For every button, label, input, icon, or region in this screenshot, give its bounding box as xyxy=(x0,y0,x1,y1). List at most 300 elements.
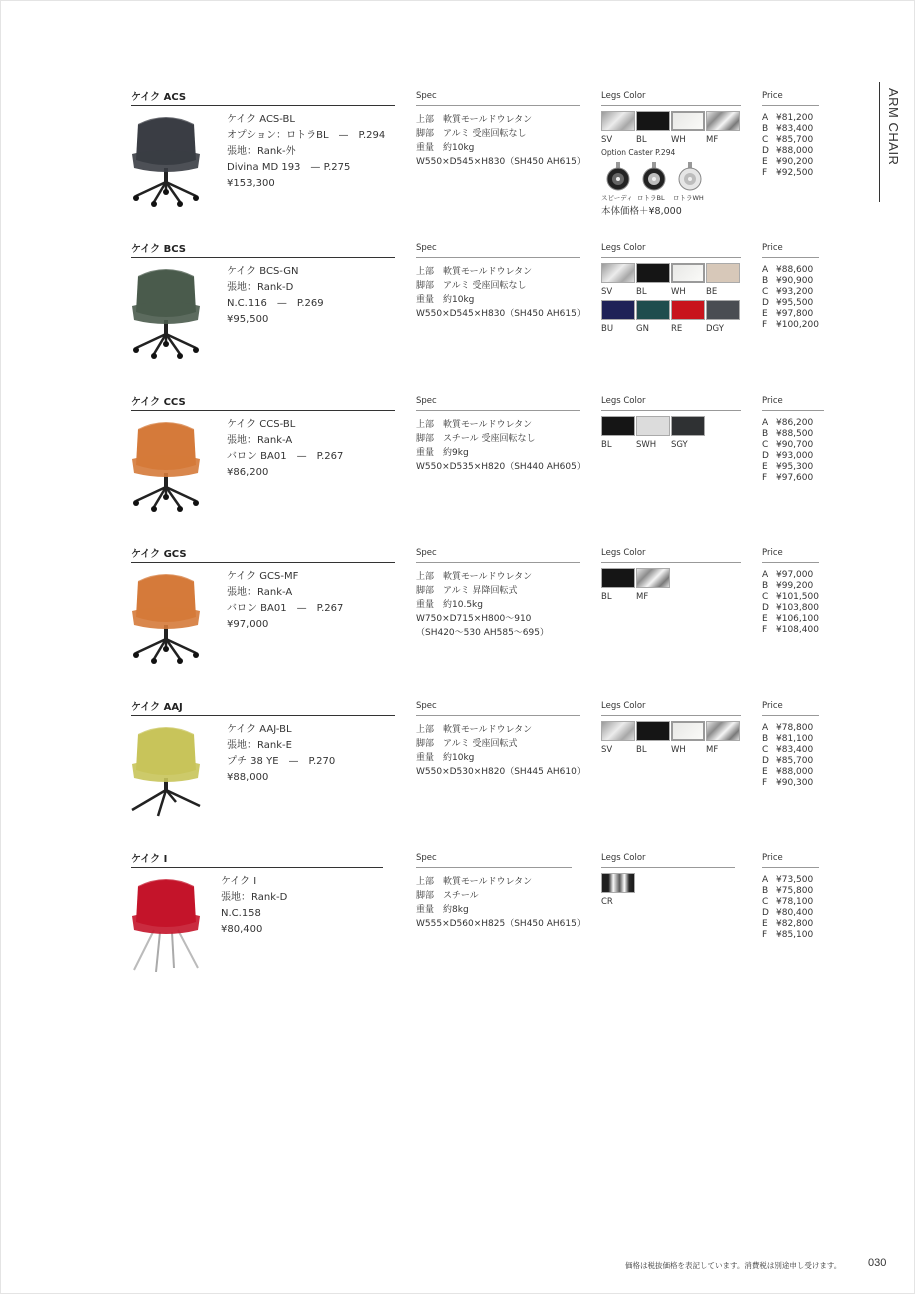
price-grade: B xyxy=(762,124,769,134)
color-swatch[interactable] xyxy=(601,300,635,320)
price-grade: B xyxy=(762,581,769,591)
description-line: ¥97,000 xyxy=(227,619,269,630)
swatch-label: CR xyxy=(601,897,613,907)
chair-image xyxy=(124,720,208,820)
caster-rotora-bl-image xyxy=(637,161,671,191)
chair-image xyxy=(124,567,208,667)
swatch-label: RE xyxy=(671,324,683,334)
spec-divider xyxy=(416,257,580,258)
price-value: ¥82,800 xyxy=(776,919,814,929)
spec-divider xyxy=(416,410,580,411)
legs-color-divider xyxy=(601,562,741,563)
price-grade: F xyxy=(762,930,768,940)
product-section xyxy=(0,393,915,543)
option-caster-title: Option Caster P.294 xyxy=(601,148,676,157)
price-list xyxy=(762,113,813,179)
description-line: N.C.116 — P.269 xyxy=(227,298,324,309)
price-heading: Price xyxy=(762,243,783,253)
description-line: ¥153,300 xyxy=(227,178,275,189)
price-row xyxy=(762,614,819,625)
price-row xyxy=(762,113,813,124)
price-value: ¥93,200 xyxy=(776,287,814,297)
spec-line: 脚部 アルミ 受座回転なし xyxy=(416,281,527,291)
spec-list xyxy=(416,113,586,169)
spec-line: W550×D545×H830（SH450 AH615） xyxy=(416,157,586,167)
spec-line: 重量 約10kg xyxy=(416,143,475,153)
color-swatch[interactable] xyxy=(671,111,705,131)
price-grade: B xyxy=(762,429,769,439)
price-grade: C xyxy=(762,592,769,602)
color-swatch[interactable] xyxy=(706,263,740,283)
price-value: ¥101,500 xyxy=(776,592,819,602)
price-grade: D xyxy=(762,451,769,461)
caster-images xyxy=(601,161,746,191)
price-grade: D xyxy=(762,908,769,918)
color-swatch[interactable] xyxy=(706,111,740,131)
color-swatch[interactable] xyxy=(671,300,705,320)
swatch-label: WH xyxy=(671,745,686,755)
color-swatch[interactable] xyxy=(671,416,705,436)
spec-heading: Spec xyxy=(416,853,437,863)
swatch-label: MF xyxy=(706,135,719,145)
swatch-label: GN xyxy=(636,324,649,334)
description-line: バロン BA01 — P.267 xyxy=(227,451,344,462)
price-grade: E xyxy=(762,462,768,472)
price-grade: C xyxy=(762,287,769,297)
color-swatch[interactable] xyxy=(601,263,635,283)
description-line: プチ 38 YE — P.270 xyxy=(227,756,336,767)
swatch-label: BL xyxy=(601,440,612,450)
price-row xyxy=(762,473,813,484)
color-swatch[interactable] xyxy=(601,873,635,893)
color-swatch[interactable] xyxy=(671,721,705,741)
color-swatch[interactable] xyxy=(706,721,740,741)
product-title: ケイク Ⅰ xyxy=(131,854,168,865)
price-value: ¥85,700 xyxy=(776,135,814,145)
description-line: ¥80,400 xyxy=(221,924,263,935)
caster-label: ロトラBL xyxy=(637,194,665,202)
description-line: 張地：Rank-E xyxy=(227,740,292,751)
spec-line: 脚部 スチール xyxy=(416,891,479,901)
spec-line: W550×D530×H820（SH445 AH610） xyxy=(416,767,586,777)
swatch-label: BL xyxy=(636,135,647,145)
swatch-row xyxy=(601,873,746,893)
price-grade: F xyxy=(762,778,768,788)
price-value: ¥85,100 xyxy=(776,930,814,940)
spec-line: W750×D715×H800〜910 xyxy=(416,614,532,624)
section-label: ARM CHAIR xyxy=(886,88,901,166)
color-swatch[interactable] xyxy=(601,721,635,741)
price-value: ¥90,300 xyxy=(776,778,814,788)
price-grade: D xyxy=(762,603,769,613)
spec-line: W550×D535×H820（SH440 AH605） xyxy=(416,462,586,472)
swatch-row xyxy=(601,721,746,741)
color-swatch[interactable] xyxy=(671,263,705,283)
price-grade: E xyxy=(762,309,768,319)
spec-divider xyxy=(416,715,580,716)
spec-heading: Spec xyxy=(416,396,437,406)
price-grade: A xyxy=(762,113,769,123)
legs-color-heading: Legs Color xyxy=(601,853,646,863)
price-divider xyxy=(762,715,819,716)
price-grade: C xyxy=(762,897,769,907)
swatch-label: WH xyxy=(671,135,686,145)
caster-label: スピーディ xyxy=(601,194,633,202)
color-swatch[interactable] xyxy=(636,263,670,283)
chair-image xyxy=(124,262,208,362)
price-row xyxy=(762,734,813,745)
price-value: ¥97,800 xyxy=(776,309,814,319)
spec-line: 重量 約10.5kg xyxy=(416,600,483,610)
spec-line: 脚部 アルミ 受座回転式 xyxy=(416,739,518,749)
price-row xyxy=(762,581,819,592)
price-grade: F xyxy=(762,473,768,483)
price-value: ¥85,700 xyxy=(776,756,814,766)
price-grade: A xyxy=(762,418,769,428)
price-value: ¥86,200 xyxy=(776,418,814,428)
spec-line: 脚部 スチール 受座回転なし xyxy=(416,434,536,444)
spec-line: 重量 約10kg xyxy=(416,295,475,305)
legs-color-divider xyxy=(601,867,735,868)
price-heading: Price xyxy=(762,853,783,863)
spec-line: 上部 軟質モールドウレタン xyxy=(416,115,533,125)
description-line: ケイク AAJ-BL xyxy=(227,724,292,735)
legs-color-heading: Legs Color xyxy=(601,91,646,101)
price-row xyxy=(762,146,813,157)
price-row xyxy=(762,723,813,734)
price-grade: C xyxy=(762,745,769,755)
color-swatch[interactable] xyxy=(601,111,635,131)
swatch-label-row xyxy=(601,135,746,145)
swatch-label: MF xyxy=(706,745,719,755)
chair-image xyxy=(124,415,208,515)
price-row xyxy=(762,603,819,614)
spec-line: 脚部 アルミ 受座回転なし xyxy=(416,129,527,139)
price-value: ¥88,000 xyxy=(776,767,814,777)
price-grade: D xyxy=(762,756,769,766)
color-swatch[interactable] xyxy=(636,568,670,588)
price-row xyxy=(762,135,813,146)
description-line: ケイク ACS-BL xyxy=(227,114,295,125)
description-line: 張地：Rank-A xyxy=(227,587,293,598)
price-list xyxy=(762,418,813,484)
legs-color-swatches xyxy=(601,111,746,217)
product-title: ケイク GCS xyxy=(131,549,187,560)
description-line: 張地：Rank-D xyxy=(227,282,294,293)
spec-divider xyxy=(416,867,572,868)
price-grade: B xyxy=(762,734,769,744)
legs-color-heading: Legs Color xyxy=(601,701,646,711)
price-grade: A xyxy=(762,570,769,580)
product-title: ケイク ACS xyxy=(131,92,187,103)
swatch-label: BE xyxy=(706,287,718,297)
price-grade: E xyxy=(762,614,768,624)
spec-heading: Spec xyxy=(416,243,437,253)
price-row xyxy=(762,124,813,135)
swatch-label: SWH xyxy=(636,440,657,450)
swatch-row xyxy=(601,416,746,436)
description-line: 張地：Rank-A xyxy=(227,435,293,446)
price-heading: Price xyxy=(762,396,783,406)
product-title: ケイク AAJ xyxy=(131,702,183,713)
title-divider xyxy=(131,562,395,563)
price-list xyxy=(762,265,819,331)
price-grade: A xyxy=(762,265,769,275)
price-value: ¥90,700 xyxy=(776,440,814,450)
title-divider xyxy=(131,715,395,716)
price-row xyxy=(762,908,813,919)
spec-heading: Spec xyxy=(416,701,437,711)
spec-line: 重量 約8kg xyxy=(416,905,469,915)
price-value: ¥100,200 xyxy=(776,320,819,330)
price-value: ¥81,200 xyxy=(776,113,814,123)
price-list xyxy=(762,875,813,941)
color-swatch[interactable] xyxy=(636,416,670,436)
color-swatch[interactable] xyxy=(601,568,635,588)
price-grade: F xyxy=(762,320,768,330)
description-line: 張地：Rank-外 xyxy=(227,146,296,157)
price-grade: B xyxy=(762,276,769,286)
price-list xyxy=(762,570,819,636)
price-value: ¥88,500 xyxy=(776,429,814,439)
color-swatch[interactable] xyxy=(601,416,635,436)
caster-rotora-wh-image xyxy=(673,161,707,191)
price-value: ¥78,100 xyxy=(776,897,814,907)
price-divider xyxy=(762,410,824,411)
legs-color-divider xyxy=(601,105,741,106)
spec-line: （SH420〜530 AH585〜695） xyxy=(416,628,549,638)
price-row xyxy=(762,287,819,298)
price-row xyxy=(762,320,819,331)
price-divider xyxy=(762,867,819,868)
title-divider xyxy=(131,867,383,868)
price-row xyxy=(762,298,819,309)
product-description xyxy=(227,569,343,633)
price-grade: D xyxy=(762,146,769,156)
spec-list xyxy=(416,875,586,931)
product-description xyxy=(227,722,335,786)
spec-line: 重量 約10kg xyxy=(416,753,475,763)
color-swatch[interactable] xyxy=(636,111,670,131)
price-grade: E xyxy=(762,919,768,929)
swatch-row xyxy=(601,111,746,131)
price-value: ¥83,400 xyxy=(776,745,814,755)
price-grade: C xyxy=(762,135,769,145)
legs-color-swatches xyxy=(601,568,746,605)
price-value: ¥80,400 xyxy=(776,908,814,918)
price-heading: Price xyxy=(762,548,783,558)
product-section xyxy=(0,698,915,848)
price-grade: B xyxy=(762,886,769,896)
product-description xyxy=(221,874,287,938)
legs-color-heading: Legs Color xyxy=(601,396,646,406)
swatch-row xyxy=(601,263,746,283)
price-value: ¥90,900 xyxy=(776,276,814,286)
price-value: ¥95,500 xyxy=(776,298,814,308)
spec-line: 上部 軟質モールドウレタン xyxy=(416,725,533,735)
swatch-label: DGY xyxy=(706,324,724,334)
product-description xyxy=(227,417,343,481)
spec-list xyxy=(416,723,586,779)
spec-line: 上部 軟質モールドウレタン xyxy=(416,572,533,582)
caster-label: ロトラWH xyxy=(673,194,704,202)
swatch-label: BU xyxy=(601,324,614,334)
legs-color-divider xyxy=(601,410,741,411)
spec-heading: Spec xyxy=(416,91,437,101)
color-swatch[interactable] xyxy=(636,721,670,741)
description-line: ¥95,500 xyxy=(227,314,269,325)
swatch-label-row xyxy=(601,324,746,334)
price-row xyxy=(762,625,819,636)
description-line: 張地：Rank-D xyxy=(221,892,288,903)
swatch-label-row xyxy=(601,287,746,297)
price-value: ¥88,000 xyxy=(776,146,814,156)
price-row xyxy=(762,745,813,756)
price-value: ¥75,800 xyxy=(776,886,814,896)
price-divider xyxy=(762,257,819,258)
price-value: ¥99,200 xyxy=(776,581,814,591)
price-grade: C xyxy=(762,440,769,450)
chair-image xyxy=(124,872,208,972)
product-description xyxy=(227,264,324,328)
price-row xyxy=(762,462,813,473)
price-value: ¥83,400 xyxy=(776,124,814,134)
price-value: ¥95,300 xyxy=(776,462,814,472)
footer-note: 価格は税抜価格を表記しています。消費税は別途申し受けます。 xyxy=(625,1261,842,1270)
price-value: ¥78,800 xyxy=(776,723,814,733)
spec-heading: Spec xyxy=(416,548,437,558)
swatch-label-row xyxy=(601,897,746,907)
product-section xyxy=(0,850,915,1000)
spec-line: W555×D560×H825（SH450 AH615） xyxy=(416,919,586,929)
color-swatch[interactable] xyxy=(706,300,740,320)
price-value: ¥90,200 xyxy=(776,157,814,167)
spec-list xyxy=(416,418,586,474)
price-row xyxy=(762,276,819,287)
price-value: ¥93,000 xyxy=(776,451,814,461)
price-value: ¥73,500 xyxy=(776,875,814,885)
price-row xyxy=(762,592,819,603)
price-list xyxy=(762,723,813,789)
price-row xyxy=(762,930,813,941)
price-row xyxy=(762,429,813,440)
product-title: ケイク BCS xyxy=(131,244,186,255)
price-row xyxy=(762,440,813,451)
spec-line: 上部 軟質モールドウレタン xyxy=(416,420,533,430)
description-line: Divina MD 193 — P.275 xyxy=(227,162,351,173)
product-section xyxy=(0,240,915,390)
swatch-label: SV xyxy=(601,287,613,297)
spec-line: 脚部 アルミ 昇降回転式 xyxy=(416,586,518,596)
price-row xyxy=(762,875,813,886)
price-divider xyxy=(762,105,819,106)
spec-list xyxy=(416,265,586,321)
legs-color-divider xyxy=(601,257,741,258)
title-divider xyxy=(131,257,395,258)
swatch-label: BL xyxy=(601,592,612,602)
price-row xyxy=(762,886,813,897)
price-grade: D xyxy=(762,298,769,308)
price-grade: F xyxy=(762,168,768,178)
price-heading: Price xyxy=(762,701,783,711)
price-row xyxy=(762,309,819,320)
spec-line: 上部 軟質モールドウレタン xyxy=(416,267,533,277)
description-line: オプション：ロトラBL — P.294 xyxy=(227,130,386,141)
spec-line: 上部 軟質モールドウレタン xyxy=(416,877,533,887)
price-grade: A xyxy=(762,875,769,885)
description-line: ¥88,000 xyxy=(227,772,269,783)
spec-line: W550×D545×H830（SH450 AH615） xyxy=(416,309,586,319)
option-caster-price: 本体価格＋¥8,000 xyxy=(601,206,682,217)
price-grade: A xyxy=(762,723,769,733)
spec-line: 重量 約9kg xyxy=(416,448,469,458)
price-row xyxy=(762,756,813,767)
legs-color-swatches xyxy=(601,721,746,758)
price-row xyxy=(762,778,813,789)
product-section xyxy=(0,88,915,238)
caster-labels xyxy=(601,193,746,202)
price-row xyxy=(762,265,819,276)
product-title: ケイク CCS xyxy=(131,397,186,408)
description-line: ケイク Ⅰ xyxy=(221,876,257,887)
title-divider xyxy=(131,410,395,411)
spec-divider xyxy=(416,562,580,563)
price-row xyxy=(762,451,813,462)
title-divider xyxy=(131,105,395,106)
swatch-label-row xyxy=(601,440,746,450)
legs-color-divider xyxy=(601,715,741,716)
price-value: ¥88,600 xyxy=(776,265,814,275)
price-row xyxy=(762,168,813,179)
legs-color-swatches xyxy=(601,416,746,453)
spec-list xyxy=(416,570,549,640)
color-swatch[interactable] xyxy=(636,300,670,320)
swatch-label: SV xyxy=(601,135,613,145)
price-heading: Price xyxy=(762,91,783,101)
swatch-label: BL xyxy=(636,287,647,297)
price-value: ¥92,500 xyxy=(776,168,814,178)
price-row xyxy=(762,767,813,778)
product-description xyxy=(227,112,385,192)
price-grade: F xyxy=(762,625,768,635)
description-line: ケイク CCS-BL xyxy=(227,419,296,430)
product-section xyxy=(0,545,915,695)
swatch-label: SGY xyxy=(671,440,688,450)
swatch-label: SV xyxy=(601,745,613,755)
price-value: ¥97,600 xyxy=(776,473,814,483)
description-line: ケイク GCS-MF xyxy=(227,571,299,582)
legs-color-heading: Legs Color xyxy=(601,243,646,253)
description-line: ケイク BCS-GN xyxy=(227,266,299,277)
price-row xyxy=(762,157,813,168)
price-row xyxy=(762,418,813,429)
description-line: ¥86,200 xyxy=(227,467,269,478)
legs-color-swatches xyxy=(601,263,746,337)
page-number: 030 xyxy=(868,1257,887,1269)
caster-speedy-image xyxy=(601,161,635,191)
price-row xyxy=(762,570,819,581)
swatch-row xyxy=(601,568,746,588)
price-grade: E xyxy=(762,767,768,777)
price-value: ¥103,800 xyxy=(776,603,819,613)
description-line: バロン BA01 — P.267 xyxy=(227,603,344,614)
swatch-label: MF xyxy=(636,592,649,602)
legs-color-heading: Legs Color xyxy=(601,548,646,558)
swatch-row xyxy=(601,300,746,320)
price-divider xyxy=(762,562,819,563)
chair-image xyxy=(124,110,208,210)
price-value: ¥81,100 xyxy=(776,734,814,744)
